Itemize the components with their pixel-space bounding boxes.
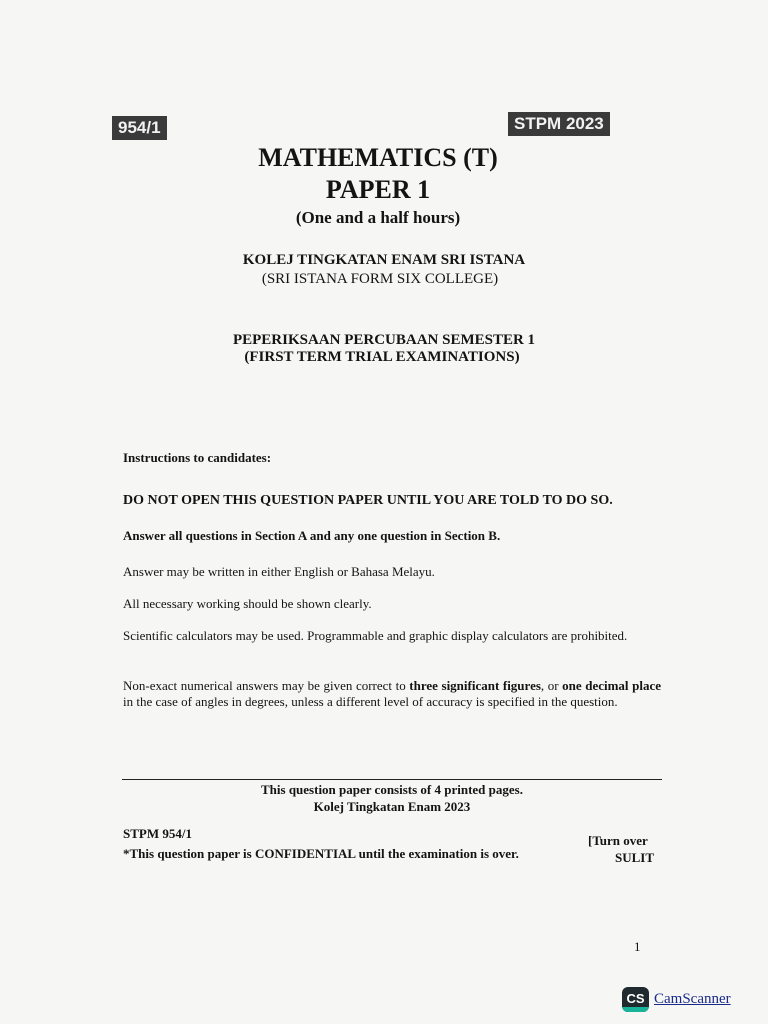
exam-year-tag: STPM 2023	[508, 112, 610, 136]
duration: (One and a half hours)	[295, 208, 461, 227]
instruction-calculators: Scientific calculators may be used. Programmable and graphic display calculators are prohibited.	[123, 628, 628, 643]
subject-title: MATHEMATICS (T)	[258, 143, 498, 172]
copyright-line: Kolej Tingkatan Enam 2023	[313, 799, 471, 814]
sulit-label: SULIT	[615, 850, 655, 865]
instruction-working: All necessary working should be shown clearly.	[123, 596, 372, 611]
instruction-language: Answer may be written in either English or Bahasa Melayu.	[123, 564, 435, 579]
confidential-note: *This question paper is CONFIDENTIAL until the examination is over.	[123, 846, 519, 861]
camscanner-watermark[interactable]	[622, 987, 731, 1012]
instruction-accuracy	[123, 678, 661, 710]
exam-name-english: (FIRST TERM TRIAL EXAMINATIONS)	[244, 349, 520, 365]
accuracy-text-2: , or	[540, 678, 563, 693]
instruction-answer-all: Answer all questions in Section A and any one question in Section B.	[123, 528, 501, 543]
divider-line	[122, 779, 662, 780]
camscanner-link[interactable]: CamScanner	[654, 991, 731, 1007]
accuracy-text-1: Non-exact numerical answers may be given correct to	[123, 678, 410, 693]
paper-code-footer: STPM 954/1	[123, 826, 192, 841]
school-name-english: (SRI ISTANA FORM SIX COLLEGE)	[261, 271, 499, 287]
paper-title: PAPER 1	[325, 175, 431, 204]
paper-code-tag: 954/1	[112, 116, 167, 140]
accuracy-bold-1: three significant figures	[409, 678, 541, 693]
turn-over-label: [Turn over	[588, 833, 648, 848]
accuracy-bold-2: one decimal place	[562, 678, 661, 693]
pages-note: This question paper consists of 4 printed pages.	[261, 782, 523, 797]
instruction-warning: DO NOT OPEN THIS QUESTION PAPER UNTIL YOU ARE TOLD TO DO SO.	[123, 493, 613, 508]
school-name: KOLEJ TINGKATAN ENAM SRI ISTANA	[242, 252, 526, 268]
instructions-heading: Instructions to candidates:	[123, 450, 272, 465]
exam-name: PEPERIKSAAN PERCUBAAN SEMESTER 1	[232, 332, 536, 348]
camscanner-logo-icon: CS	[622, 987, 649, 1012]
page-number: 1	[634, 939, 641, 954]
accuracy-text-3: in the case of angles in degrees, unless a different level of accuracy is specified in the question.	[123, 694, 618, 709]
